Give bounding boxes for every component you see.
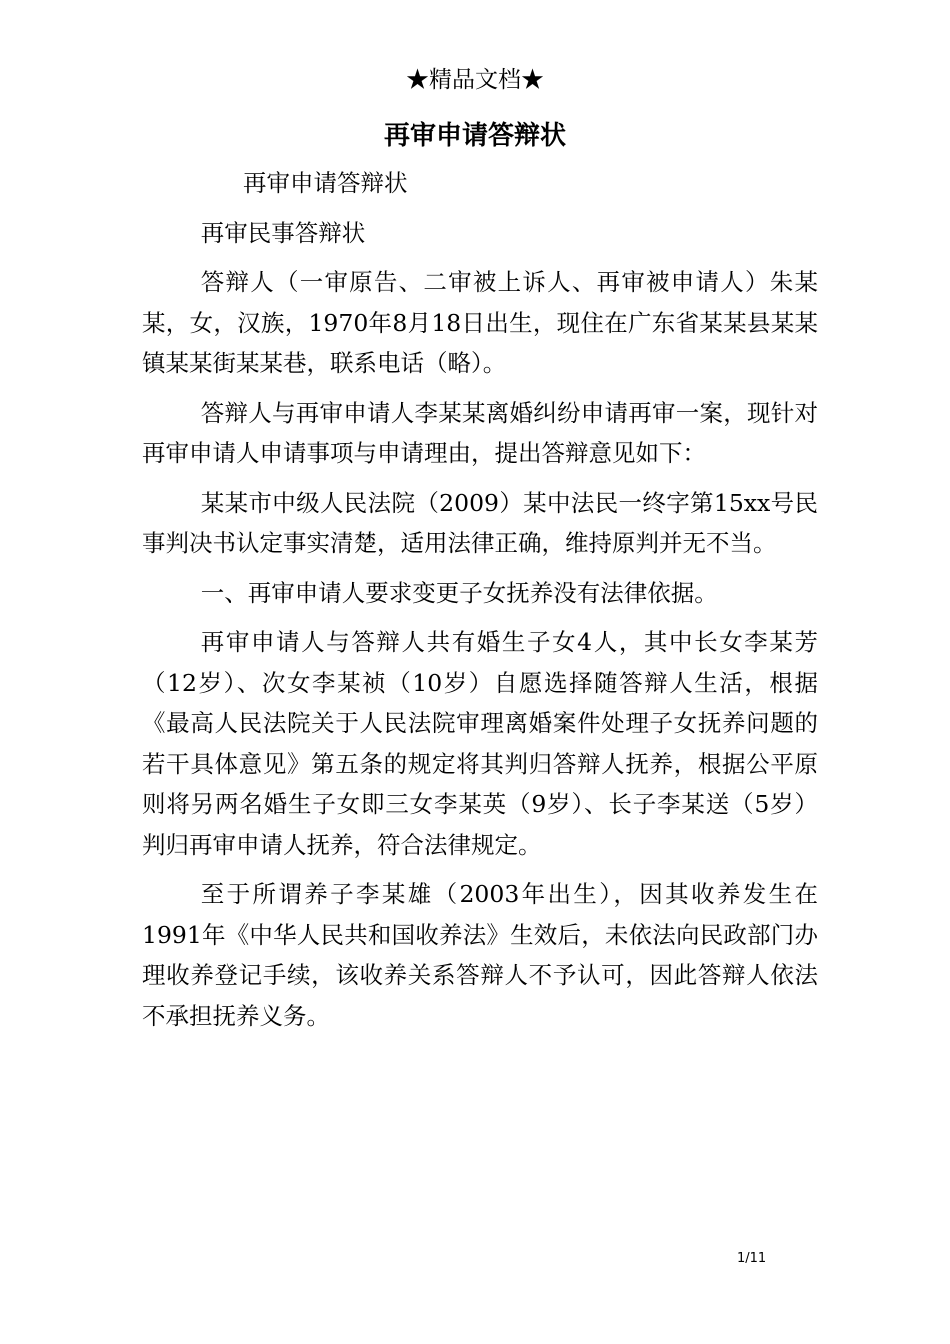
paragraph: 某某市中级人民法院（2009）某中法民一终字第15xx号民事判决书认定事实清楚，适用法律正确，维持原判并无不当。 — [142, 488, 818, 557]
section-heading: 一、再审申请人要求变更子女抚养没有法律依据。 — [200, 578, 718, 607]
document-title: 再审申请答辩状 — [383, 121, 566, 151]
paragraph: 再审申请人与答辩人共有婚生子女4人，其中长女李某芳（12岁）、次女李某祯（10岁）自愿选择随答辩人生活，根据《最高人民法院关于人民法院审理离婚案件处理子女抚养问题的若干具体意见》第五条的规定将其判归答辩人抚养，根据公平原则将另两名婚生子女即三女李某英（9岁）、长子李某送（5岁）判归再审申请人抚养，符合法律规定。 — [142, 628, 818, 859]
paragraph: 至于所谓养子李某雄（2003年出生），因其收养发生在1991年《中华人民共和国收养法》生效后，未依法向民政部门办理收养登记手续，该收养关系答辩人不予认可，因此答辩人依法不承担抚养义务。 — [142, 880, 818, 1030]
paragraph: 再审民事答辩状 — [200, 218, 366, 247]
paragraph: 答辩人（一审原告、二审被上诉人、再审被申请人）朱某某，女，汉族，1970年8月18日出生，现住在广东省某某县某某镇某某街某某巷，联系电话（略）。 — [142, 268, 818, 377]
paragraph: 答辩人与再审申请人李某某离婚纠纷申请再审一案，现针对再审申请人申请事项与申请理由，提出答辩意见如下： — [142, 398, 818, 467]
document-subtitle: 再审申请答辩状 — [243, 169, 408, 197]
document-body — [142, 163, 818, 1045]
document-banner: ★精品文档★ — [406, 67, 544, 93]
page-number: 1/11 — [737, 1251, 767, 1266]
